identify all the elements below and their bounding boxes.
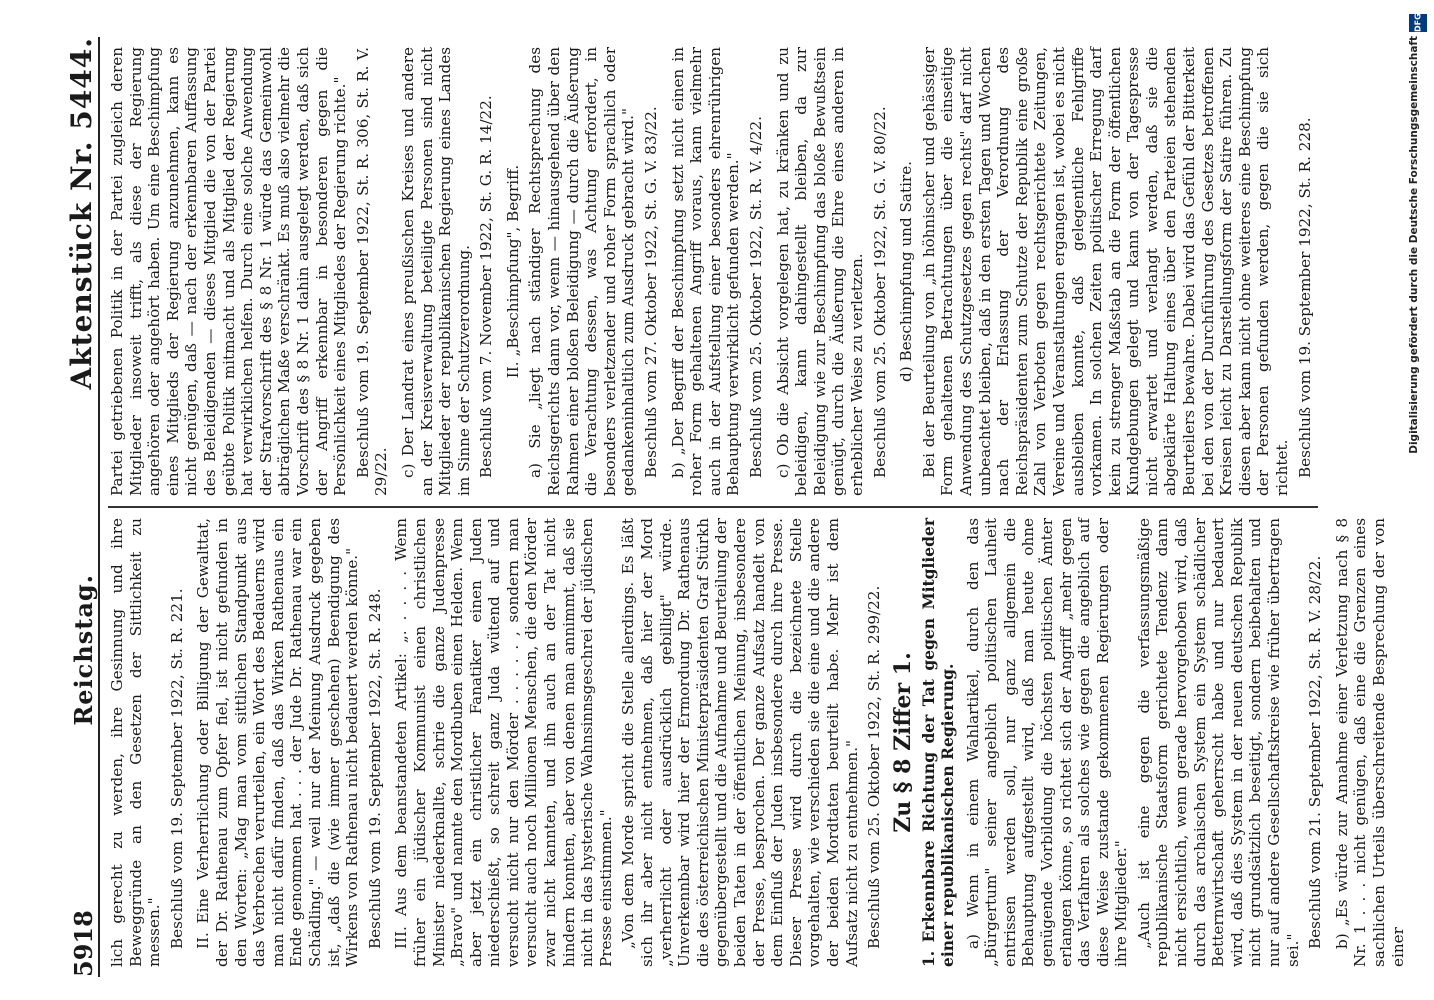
reference: Beschluß vom 19. September 1922, St. R. 221. — [167, 588, 186, 949]
reference: Beschluß vom 19. September 1922, St. R. 248. — [365, 588, 384, 949]
left-column — [108, 508, 1407, 977]
reference: Beschluß vom 25. Oktober 1922, St. G. V. 80/22. — [870, 106, 889, 478]
paragraph: Partei getriebenen Politik in der Partei zugleich deren Mitglieder insoweit trifft, als diese der Regierung angehören oder angehört haben. Um eine Beschimpfung eines Mitglieds der Regierung anzunehmen, kann es nicht genügen, daß — nach der erkennbaren Auffassung des Beleidigenden — dieses Mitglied die von der Partei geübte Politik mitmacht und als Mitglied der Regierung hat verwirklichen helfen. Durch eine solche Anwendung der Strafvorschrift des § 8 Nr. 1 würde das Gemeinwohl abträglichen Maße verschränkt. Es muß also vielmehr die Vorschrift des § 8 Nr. 1 dahin ausgelegt werden, daß sich der Angriff erkennbar in besonderen gegen die Persönlichkeit eines Mitgliedes der Regierung richte." — [108, 47, 350, 496]
subsection-heading: 1. Erkennbare Richtung der Tat gegen Mitglieder einer republikanischen Regierung. — [919, 518, 957, 967]
right-column — [108, 37, 1318, 506]
paragraph: lich gerecht zu werden, ihre Gesinnung und ihre Beweggründe an den Gesetzen der Sittlichkeit zu messen." — [108, 518, 164, 967]
section-title: Reichstag. — [69, 573, 98, 726]
page-number: 5918 — [69, 910, 98, 977]
paragraph: a) Wenn in einem Wahlartikel, durch den das „Bürgertum" seiner angeblich politischen Lauheit entrissen werden soll, nur ganz allgemein die Behauptung aufgestellt wird, daß man heute ohne genügende Vorbildung die höchsten politischen Ämter erlangen könne, so richtet sich der Angriff „mehr gegen das Verfahren als solches wie gegen die angeblich auf diese Weise zustande gekommenen Regierungen oder ihre Mitglieder." — [963, 518, 1131, 967]
paragraph: „Von dem Morde spricht die Stelle allerdings. Es läßt sich ihr aber nicht entnehmen, daß hier der Mord „verherrlicht oder ausdrücklich gebilligt" würde. Unverkennbar wird hier der Ermordung Dr. Rathenaus die des österreichischen Ministerpräsidenten Graf Stürkh gegenübergestellt und die Aufnahme und Beurteilung der beiden Taten in der öffentlichen Meinung, insbesondere der Presse, besprochen. Der ganze Aufsatz handelt von dem Einfluß der Juden insbesondere durch ihre Presse. Dieser Presse wird durch die bezeichnete Stelle vorgehalten, wie verschieden sie die eine und die andere der beiden Mordtaten beurteilt habe. Mehr ist dem Aufsatz nicht zu entnehmen." — [619, 518, 861, 967]
document-page — [58, 27, 1407, 987]
paragraph: III. Aus dem beanstandeten Artikel: „. . . . . Wenn früher ein jüdischer Kommunist einen christlichen Minister niederknallte, schrie die ganze Judenpresse „Bravo" und nannte den Mordbuben einen Helden. Wenn aber jetzt ein christlicher Fanatiker einen Juden niederschießt, so schreit ganz Juda wütend auf und versucht nicht nur den Mörder . . . . . , sondern man versucht auch noch Millionen Menschen, die den Mörder zwar nicht kannten, und ihn auch an der Tat nicht hindern konnten, aber von denen man annimmt, daß sie nicht in das hysterische Wahnsinnsgeschrei der jüdischen Presse einstimmen." — [392, 518, 615, 967]
dfg-logo: DFG — [1409, 14, 1427, 32]
digitization-credit: Digitalisierung gefördert durch die Deutsche Forschungsgemeinschaft — [1408, 36, 1420, 454]
paragraph: „Auch ist eine gegen die verfassungsmäßige republikanische Staatsform gerichtete Tendenz dann nicht ersichtlich, wenn gerade hervorgehoben wird, daß durch das archaischen System ein System schädlicher Betternwirtschaft geherrscht habe und nur bedauert wird, daß dies System in der neuen deutschen Republik nicht grundsätzlich beseitigt, sondern beibehalten und nur auf andere Gesellschaftskreise wie früher übertragen sei." — [1134, 518, 1302, 967]
reference: Beschluß vom 19. September 1922, St. R. 228. — [1295, 117, 1314, 478]
text-columns — [108, 37, 1407, 977]
section-heading: II. „Beschimpfung", Begriff. — [503, 164, 522, 379]
reference: Beschluß vom 19. September 1922, St. R. 306, St. R. V. 29/22. — [353, 47, 391, 496]
reference: Beschluß vom 25. Oktober 1922, St. R. 299/22. — [865, 585, 884, 949]
subsection-heading: d) Beschimpfung und Satire. — [897, 160, 916, 383]
page-header — [62, 37, 100, 977]
document-number: Aktenstück Nr. 5444. — [65, 37, 98, 390]
paragraph: c) Ob die Absicht vorgelegen hat, zu kränken und zu beleidigen, kann dahingestellt bleiben, da zur Beleidigung wie zur Beschimpfung das bloße Bewußtsein genügt, durch die Äußerung die Ehre eines anderen in erheblicher Weise zu verletzen. — [773, 47, 866, 496]
section-heading: Zu § 8 Ziffer 1. — [889, 652, 916, 833]
reference: Beschluß vom 7. November 1922, St. G. R. 14/22. — [477, 95, 496, 478]
reference: Beschluß vom 27. Oktober 1922, St. G. V. 83/22. — [642, 106, 661, 478]
column-divider — [108, 506, 1318, 508]
digitization-sidebar — [1404, 0, 1432, 1000]
paragraph: a) Sie „liegt nach ständiger Rechtsprechung des Reichsgerichts dann vor, wenn — hinausgehend über den Rahmen einer bloßen Beleidigung — durch die Äußerung die Verachtung dessen, was Achtung erfordert, in besonders verletzender und roher Form sprachlich oder gedankeninhaltlich zum Ausdruck gebracht wird." — [526, 47, 638, 496]
paragraph: b) „Es würde zur Annahme einer Verletzung nach § 8 Nr. 1 . . . nicht genügen, daß eine die Grenzen eines sachlichen Urteils überschreitende Besprechung der von einer — [1332, 518, 1407, 967]
paragraph: c) Der Landrat eines preußischen Kreises und andere an der Kreisverwaltung beteiligte Personen sind nicht Mitglieder der republikanischen Regierung eines Landes im Sinne der Schutzverordnung. — [398, 47, 473, 496]
paragraph: II. Eine Verherrlichung oder Billigung der Gewalttat, der Dr. Rathenau zum Opfer fiel, ist nicht gefunden in den Worten: „Mag man vom sittlichen Standpunkt aus das Verbrechen verurteilen, ein Wort des Bedauerns wird man nicht dafür finden, daß das Wirken Rathenaus ein Ende genommen hat . . . der Jude Dr. Rathenau war ein Schädling." — weil nur der Meinung Ausdruck gegeben ist, „daß die (wie immer geschehen) Beendigung des Wirkens von Rathenau nicht bedauert werden könne." — [194, 518, 362, 967]
paragraph: b) „Der Begriff der Beschimpfung setzt nicht einen in roher Form gehaltenen Angriff voraus, kann vielmehr auch in der Aufstellung einer besonders ehrenrührigen Behauptung verwirklicht gefunden werden." — [668, 47, 743, 496]
reference: Beschluß vom 21. September 1922, St. R. V. 28/22. — [1306, 555, 1325, 949]
reference: Beschluß vom 25. Oktober 1922, St. R. V. 4/22. — [747, 116, 765, 478]
paragraph: Bei der Beurteilung von „in höhnischer und gehässiger Form gehaltenen Betrachtungen über die einseitige Anwendung des Schutzgesetzes gegen rechts" darf nicht unbeachtet bleiben, daß in den ersten Tagen und Wochen nach der Erlassung der Verordnung des Reichspräsidenten zum Schutze der Republik eine große Zahl von Verboten gegen rechtsgerichtete Zeitungen, Vereine und Veranstaltungen ergangen ist, wobei es nicht ausbleiben konnte, daß gelegentliche Fehlgriffe vorkamen. In solchen Zeiten politischer Erregung darf kein zu strenger Maßstab an die Form der öffentlichen Kundgebungen gelegt und kann von der Tagespresse nicht erwartet und verlangt werden, daß sie die abgeklärte Haltung eines über den Parteien stehenden Beurteilers bewahre. Dabei wird das Gefühl der Bitterkeit bei den von der Durchführung des Gesetzes betroffenen Kreisen leicht zu Darstellungsform der Satire führen. Zu diesen aber kann nicht ohne weiteres eine Beschimpfung der Personen gefunden werden, gegen die sie sich richtet. — [919, 47, 1292, 496]
